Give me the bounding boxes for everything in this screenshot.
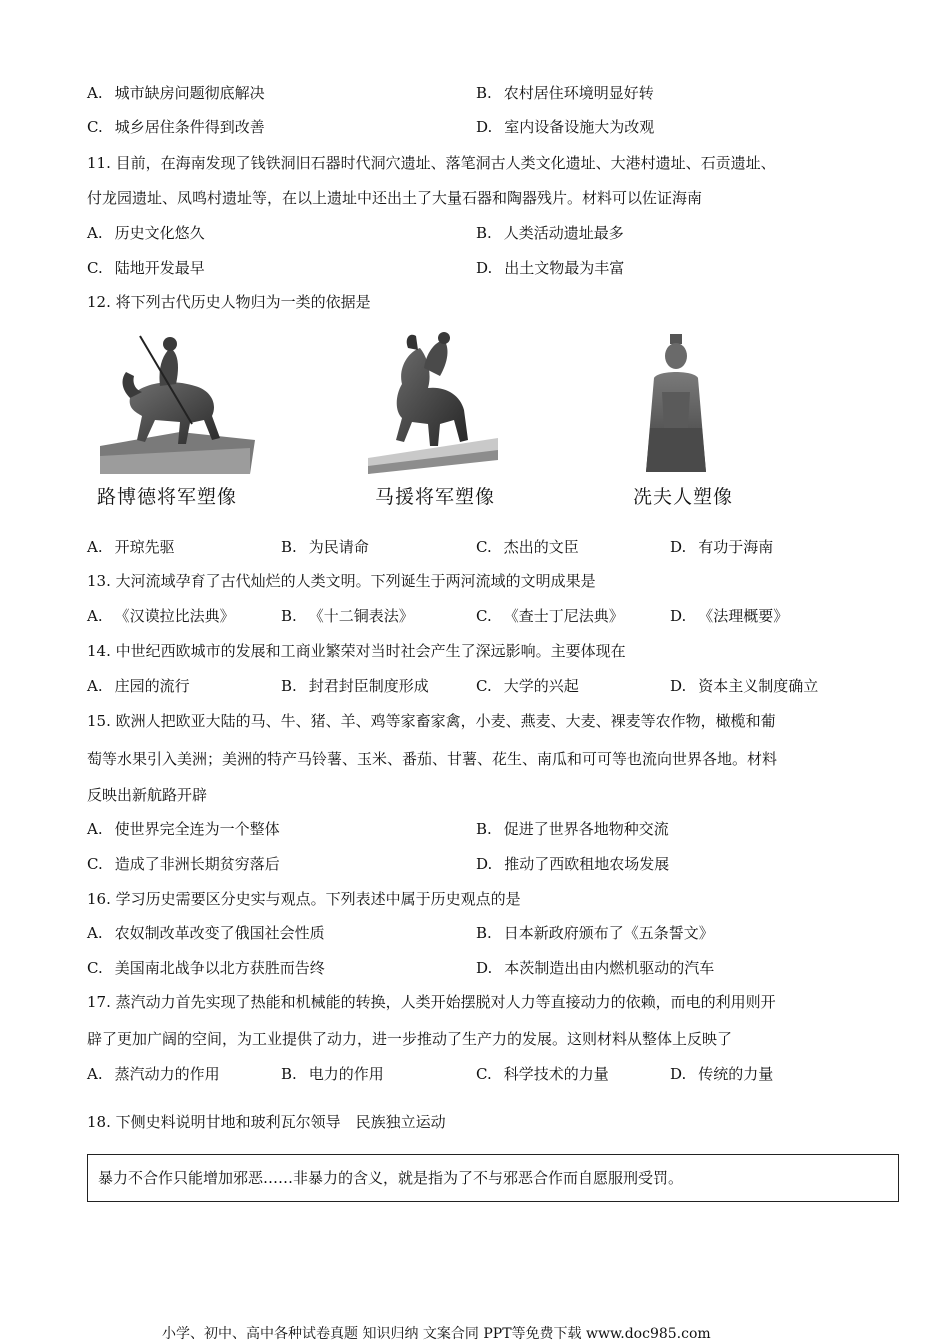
q14-stem: 14. 中世纪西欧城市的发展和工商业繁荣对当时社会产生了深远影响。主要体现在	[87, 642, 626, 660]
q15-stem-line3: 反映出新航路开辟	[87, 786, 208, 804]
statue-ma-yuan-image	[368, 328, 498, 476]
q11-option-d: D. 出土文物最为丰富	[476, 259, 625, 277]
q17-stem-line2: 辟了更加广阔的空间，为工业提供了动力，进一步推动了生产力的发展。这则材料从整体上反映了	[87, 1030, 733, 1048]
q10-option-a: A. 城市缺房问题彻底解决	[87, 84, 265, 102]
q11-stem-line1: 11. 目前，在海南发现了钱铁洞旧石器时代洞穴遗址、落笔洞古人类文化遗址、大港村遗址、石贡遗址、	[87, 154, 776, 172]
q11-option-c: C. 陆地开发最早	[87, 259, 205, 277]
q15-stem-line1: 15. 欧洲人把欧亚大陆的马、牛、猪、羊、鸡等家畜家禽，小麦、燕麦、大麦、裸麦等农作物，橄榄和葡	[87, 712, 776, 730]
q16-option-c: C. 美国南北战争以北方获胜而告终	[87, 959, 325, 977]
q16-option-a: A. 农奴制改革改变了俄国社会性质	[87, 924, 325, 942]
q14-option-c: C. 大学的兴起	[476, 677, 579, 695]
q10-option-d: D. 室内设备设施大为改观	[476, 118, 655, 136]
q15-option-a: A. 使世界完全连为一个整体	[87, 820, 280, 838]
q16-option-b: B. 日本新政府颁布了《五条誓文》	[476, 924, 714, 942]
q18-stem: 18. 下侧史料说明甘地和玻利瓦尔领导 民族独立运动	[87, 1113, 446, 1131]
q12-option-b: B. 为民请命	[281, 538, 369, 556]
q13-option-d: D. 《法理概要》	[670, 607, 789, 625]
q13-option-b: B. 《十二铜表法》	[281, 607, 414, 625]
q15-option-d: D. 推动了西欧租地农场发展	[476, 855, 670, 873]
q18-source-quote: 暴力不合作只能增加邪恶……非暴力的含义，就是指为了不与邪恶合作而自愿服刑受罚。	[98, 1169, 684, 1187]
q16-stem: 16. 学习历史需要区分史实与观点。下列表述中属于历史观点的是	[87, 890, 521, 908]
q12-option-c: C. 杰出的文臣	[476, 538, 579, 556]
q12-stem: 12. 将下列古代历史人物归为一类的依据是	[87, 293, 371, 311]
q11-stem-line2: 付龙园遗址、凤鸣村遗址等，在以上遗址中还出土了大量石器和陶器残片。材料可以佐证海南	[87, 189, 703, 207]
q17-option-d: D. 传统的力量	[670, 1065, 774, 1083]
q14-option-b: B. 封君封臣制度形成	[281, 677, 429, 695]
q17-option-b: B. 电力的作用	[281, 1065, 384, 1083]
statue-xian-furen-image	[640, 332, 712, 474]
q17-option-c: C. 科学技术的力量	[476, 1065, 609, 1083]
q17-option-a: A. 蒸汽动力的作用	[87, 1065, 220, 1083]
q18-source-box	[87, 1154, 899, 1202]
q13-option-a: A. 《汉谟拉比法典》	[87, 607, 235, 625]
q11-option-b: B. 人类活动遗址最多	[476, 224, 624, 242]
q15-stem-line2: 萄等水果引入美洲；美洲的特产马铃薯、玉米、番茄、甘薯、花生、南瓜和可可等也流向世界各地。材料	[87, 750, 778, 768]
caption-ma-yuan: 马援将军塑像	[375, 486, 496, 508]
q16-option-d: D. 本茨制造出由内燃机驱动的汽车	[476, 959, 715, 977]
q14-option-d: D. 资本主义制度确立	[670, 677, 819, 695]
q15-option-b: B. 促进了世界各地物种交流	[476, 820, 669, 838]
q13-option-c: C. 《查士丁尼法典》	[476, 607, 624, 625]
caption-xian-furen: 冼夫人塑像	[633, 486, 734, 508]
q10-option-b: B. 农村居住环境明显好转	[476, 84, 654, 102]
q15-option-c: C. 造成了非洲长期贫穷落后	[87, 855, 280, 873]
page-footer-banner: 小学、初中、高中各种试卷真题 知识归纳 文案合同 PPT等免费下载 www.doc985.com	[162, 1326, 711, 1342]
statue-lu-bode-image	[100, 328, 255, 476]
q14-option-a: A. 庄园的流行	[87, 677, 190, 695]
caption-lu-bode: 路博德将军塑像	[97, 486, 238, 508]
q11-option-a: A. 历史文化悠久	[87, 224, 205, 242]
q13-stem: 13. 大河流域孕育了古代灿烂的人类文明。下列诞生于两河流域的文明成果是	[87, 572, 596, 590]
q17-stem-line1: 17. 蒸汽动力首先实现了热能和机械能的转换，人类开始摆脱对人力等直接动力的依赖，而电的利用则开	[87, 993, 776, 1011]
q12-option-d: D. 有功于海南	[670, 538, 774, 556]
q12-option-a: A. 开琼先驱	[87, 538, 175, 556]
q10-option-c: C. 城乡居住条件得到改善	[87, 118, 265, 136]
